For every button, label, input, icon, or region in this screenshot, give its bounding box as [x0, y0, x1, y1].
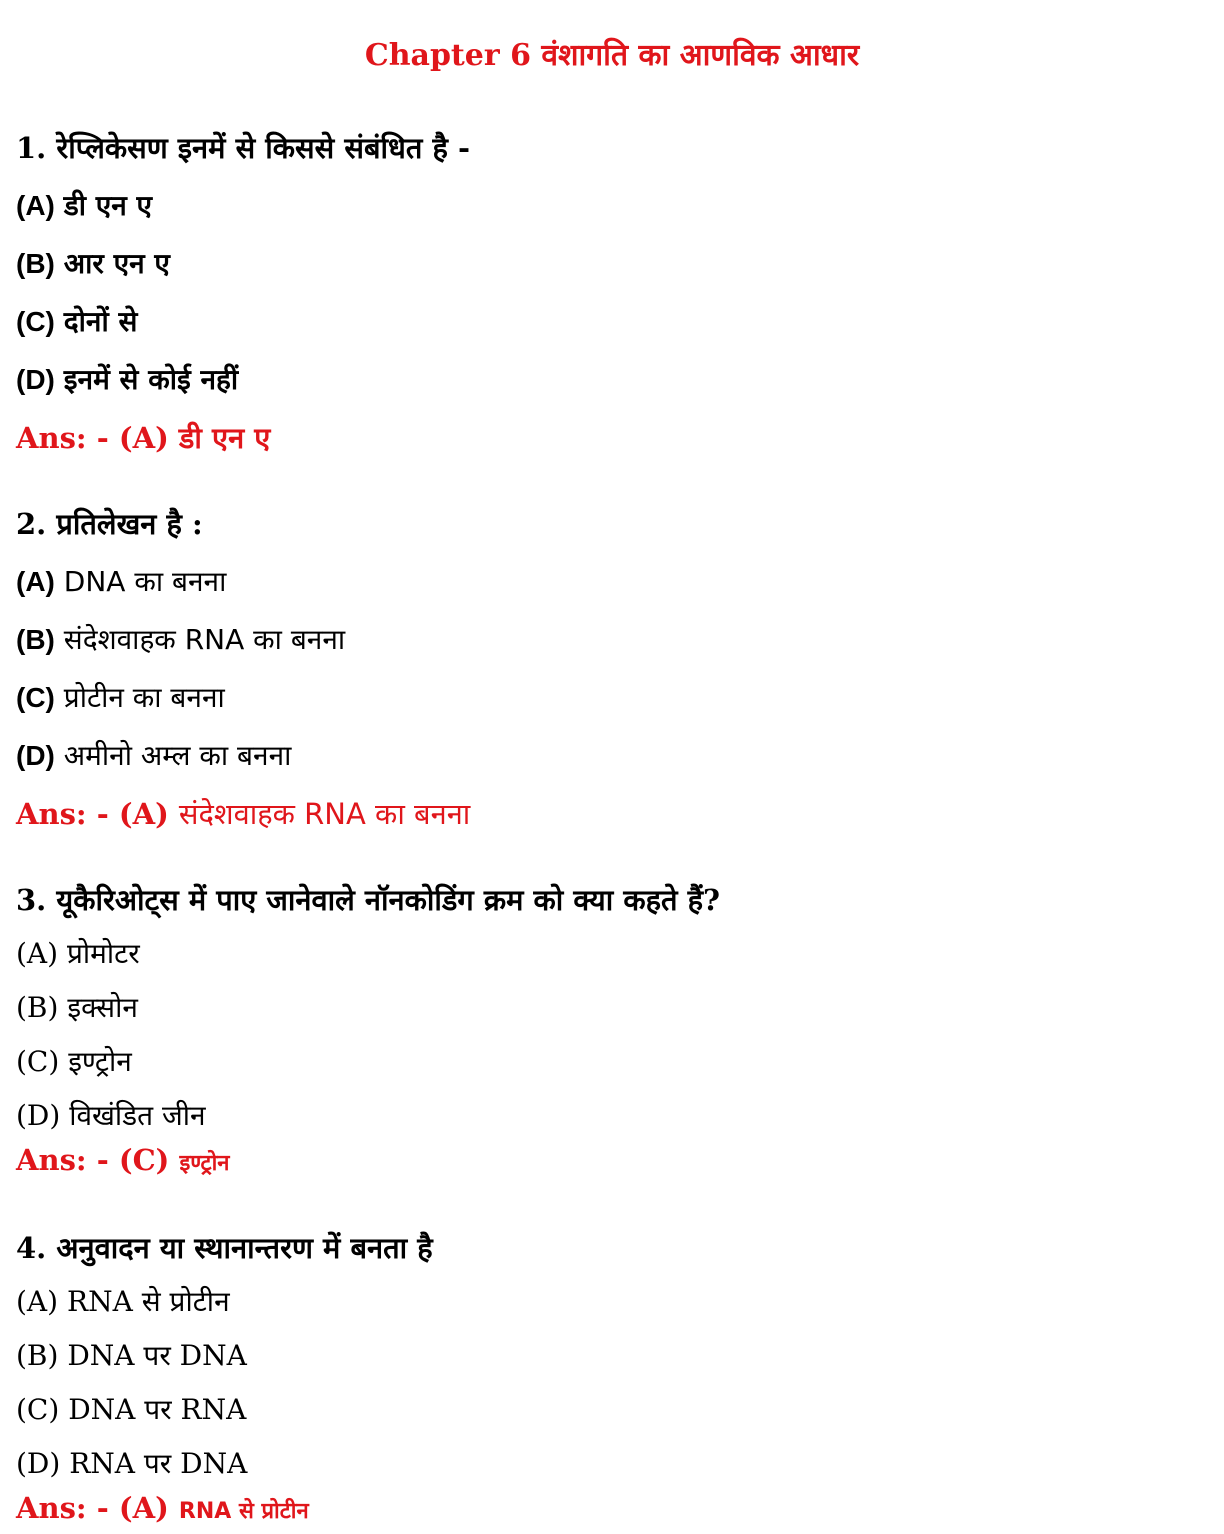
question-3: [16, 878, 1206, 1186]
page-title: Chapter 6 वंशागति का आणविक आधार: [364, 38, 860, 73]
question-text: 4. अनुवादन या स्थानान्तरण में बनता है: [16, 1231, 433, 1265]
answer: Ans: - (A) डी एन ए: [16, 421, 271, 455]
option-d: (D) विखंडित जीन: [16, 1099, 206, 1132]
answer: Ans: - (A) RNA से प्रोटीन: [16, 1491, 309, 1525]
question-1: [16, 126, 1206, 460]
option-d: (D) RNA पर DNA: [16, 1447, 248, 1480]
option-b: (B) इक्सोन: [16, 991, 138, 1024]
option-b: (B) आर एन ए: [16, 247, 170, 280]
option-b: (B) DNA पर DNA: [16, 1339, 247, 1372]
option-a: (A) प्रोमोटर: [16, 937, 140, 970]
option-d: (D) इनमें से कोई नहीं: [16, 363, 239, 396]
option-a: (A) डी एन ए: [16, 189, 153, 222]
option-c: (C) DNA पर RNA: [16, 1393, 247, 1426]
option-a: (A) RNA से प्रोटीन: [16, 1285, 230, 1318]
question-2: [16, 502, 1206, 836]
option-c: (C) दोनों से: [16, 305, 138, 338]
question-text: 3. यूकैरिओट्स में पाए जानेवाले नॉनकोडिंग क्रम को क्या कहते हैं?: [16, 883, 721, 917]
option-a: (A) DNA का बनना: [16, 565, 227, 598]
option-d: (D) अमीनो अम्ल का बनना: [16, 739, 292, 772]
question-text: 1. रेप्लिकेसण इनमें से किससे संबंधित है -: [16, 131, 471, 165]
question-text: 2. प्रतिलेखन है :: [16, 507, 203, 541]
option-c: (C) प्रोटीन का बनना: [16, 681, 225, 714]
option-c: (C) इण्ट्रोन: [16, 1045, 132, 1078]
answer: Ans: - (C) इण्ट्रोन: [16, 1143, 230, 1177]
question-4: [16, 1226, 1206, 1534]
answer: Ans: - (A) संदेशवाहक RNA का बनना: [16, 797, 471, 831]
option-b: (B) संदेशवाहक RNA का बनना: [16, 623, 346, 656]
